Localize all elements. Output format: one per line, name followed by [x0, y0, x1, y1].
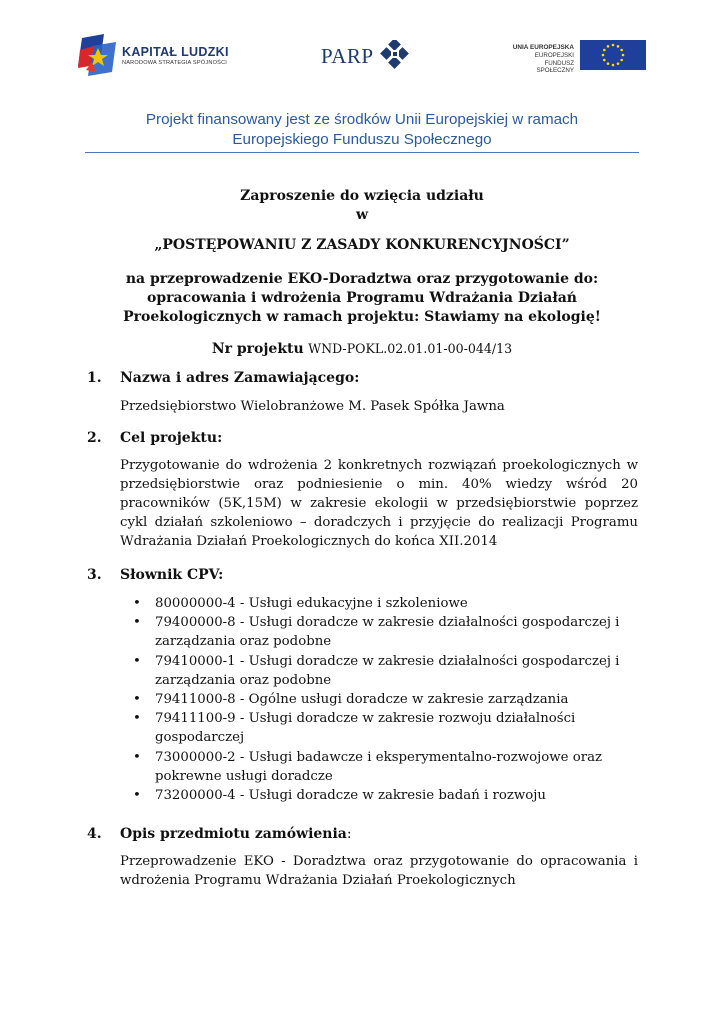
cpv-item-text: 73000000-2 - Usługi badawcze i eksperymentalno-rozwojowe oraz pokrewne usługi doradcze: [155, 749, 603, 784]
logo-bar: [78, 30, 646, 78]
subject-line3: Proekologicznych w ramach projektu: Stawiamy na ekologię!: [123, 309, 601, 325]
section-1-body: Przedsiębiorstwo Wielobranżowe M. Pasek Spółka Jawna: [120, 399, 505, 414]
eu-star-icon: [617, 45, 620, 48]
eu-star-icon: [622, 54, 625, 57]
eu-star-icon: [603, 59, 606, 62]
eu-line1: UNIA EUROPEJSKA: [512, 44, 574, 51]
section-4-body: Przeprowadzenie EKO - Doradztwa oraz przygotowanie do opracowania i wdrożenia Programu Wdrażania Działań Proekologicznych: [120, 854, 638, 888]
list-item: • 79400000-8 - Usługi doradcze w zakresie działalności gospodarczej i zarządzania oraz podobne: [133, 615, 620, 650]
eu-star-icon: [617, 62, 620, 65]
section-2-number: 2.: [87, 430, 102, 446]
section-4-title: Opis przedmiotu zamówienia: [120, 826, 347, 842]
list-item: • 79411000-8 - Ogólne usługi doradcze w zakresie zarządzania: [133, 692, 569, 708]
eu-star-icon: [603, 49, 606, 52]
project-number: [60, 341, 664, 357]
eu-flag-icon: [580, 40, 646, 70]
project-number-label: Nr projektu: [211, 341, 304, 357]
funding-header: [60, 110, 664, 150]
subject-line1: na przeprowadzenie EKO-Doradztwa oraz przygotowanie do:: [125, 271, 599, 287]
kapital-ludzki-emblem-icon: [78, 32, 118, 76]
section-2-title: Cel projektu:: [120, 430, 223, 446]
cpv-item-text: 79410000-1 - Usługi doradcze w zakresie działalności gospodarczej i zarządzania oraz podobne: [155, 653, 620, 688]
section-4-title-colon: :: [346, 826, 352, 842]
kapital-ludzki-logo: [78, 32, 248, 76]
list-item: • 73200000-4 - Usługi doradcze w zakresie badań i rozwoju: [133, 788, 546, 804]
kapital-ludzki-title: KAPITAŁ LUDZKI: [122, 45, 229, 59]
funding-header-line1: Projekt finansowany jest ze środków Unii Europejskiej w ramach: [145, 111, 579, 128]
header-divider: [85, 152, 639, 153]
list-item: • 80000000-4 - Usługi edukacyjne i szkoleniowe: [133, 596, 468, 611]
cpv-item-text: 73200000-4 - Usługi doradcze w zakresie badań i rozwoju: [155, 788, 546, 804]
cpv-item-text: 79400000-8 - Usługi doradcze w zakresie działalności gospodarczej i zarządzania oraz podobne: [155, 615, 620, 650]
cpv-item-text: 79411000-8 - Ogólne usługi doradcze w zakresie zarządzania: [155, 692, 569, 708]
parp-logo: [321, 40, 416, 72]
invitation-title: Zaproszenie do wzięcia udziału: [240, 188, 484, 204]
list-item: • 73000000-2 - Usługi badawcze i eksperymentalno-rozwojowe oraz pokrewne usługi doradcze: [133, 749, 603, 784]
eu-logo: [506, 40, 646, 74]
project-number-value: WND-POKL.02.01.01-00-044/13: [308, 341, 513, 356]
kapital-ludzki-subtitle: NARODOWA STRATEGIA SPÓJNOŚCI: [122, 60, 228, 66]
section-4-number: 4.: [87, 826, 102, 842]
eu-line2: EUROPEJSKI: [534, 52, 574, 59]
eu-star-icon: [612, 44, 615, 47]
cpv-item-text: 80000000-4 - Usługi edukacyjne i szkoleniowe: [155, 596, 468, 611]
section-4-heading: [120, 826, 352, 842]
list-item: • 79411100-9 - Usługi doradcze w zakresie rozwoju działalności gospodarczej: [133, 711, 576, 746]
list-item: • 79410000-1 - Usługi doradcze w zakresie działalności gospodarczej i zarządzania oraz podobne: [133, 653, 620, 688]
funding-header-line2: Europejskiego Funduszu Społecznego: [232, 131, 492, 148]
eu-line3: FUNDUSZ SPOŁECZNY: [536, 59, 574, 74]
eu-star-icon: [620, 49, 623, 52]
subject-line2: opracowania i wdrożenia Programu Wdrażania Działań: [147, 290, 577, 306]
section-1-number: 1.: [87, 370, 102, 386]
procedure-title: „POSTĘPOWANIU Z ZASADY KONKURENCYJNOŚCI”: [154, 237, 570, 253]
eu-star-icon: [602, 54, 605, 57]
section-2-body: Przygotowanie do wdrożenia 2 konkretnych rozwiązań proekologicznych w przedsiębiorstwie oraz podniesienie o min. 40% wiedzy wśród 20 pracowników (5K,15M) w zakresie ekologii w przedsiębiorstwie poprzez cykl działań szkoleniowo – doradczych i przyjęcie do realizacji Programu Wdrażania Działań Proekologicznych do końca XII.2014: [120, 458, 638, 549]
eu-star-icon: [607, 45, 610, 48]
parp-emblem-icon: [379, 40, 415, 72]
cpv-item-text: 79411100-9 - Usługi doradcze w zakresie rozwoju działalności gospodarczej: [155, 711, 576, 746]
cpv-list: [130, 594, 650, 805]
section-3-number: 3.: [87, 567, 102, 583]
section-1-title: Nazwa i adres Zamawiającego:: [120, 370, 360, 386]
section-3-title: Słownik CPV:: [120, 567, 224, 583]
parp-text: PARP: [321, 44, 374, 68]
eu-star-icon: [612, 64, 615, 67]
eu-star-icon: [607, 62, 610, 65]
invitation-title-w: w: [355, 207, 369, 223]
eu-star-icon: [620, 59, 623, 62]
